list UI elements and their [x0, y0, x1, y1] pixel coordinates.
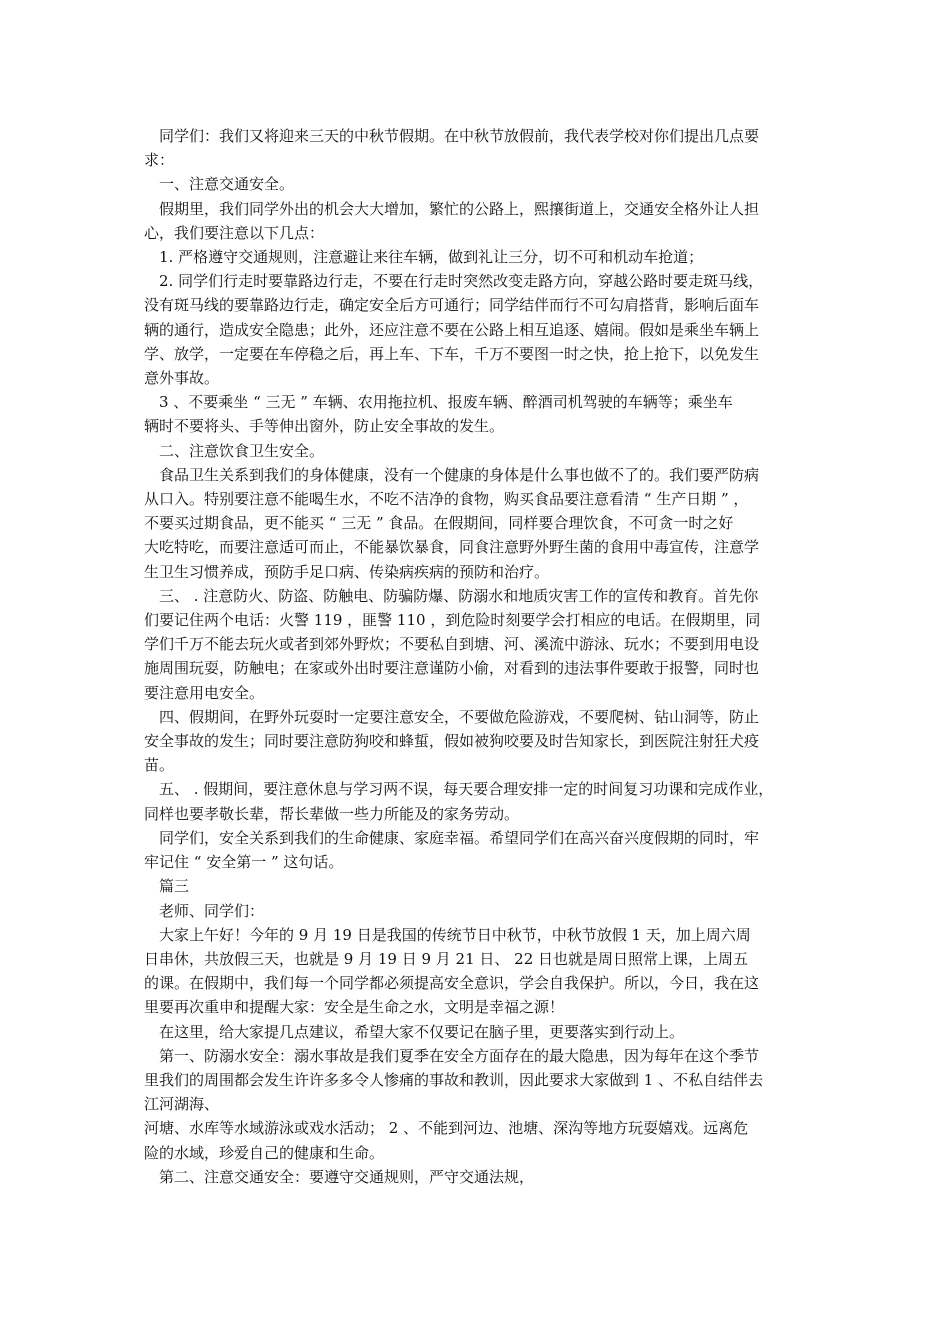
- text-line: 牢记住 “ 安全第一 ” 这句话。: [144, 853, 344, 872]
- text-line: 日串休，共放假三天，也就是 9 月 19 日 9 月 21 日、 22 日也就是周日照常上课，上周五: [144, 949, 749, 968]
- text-line: 安全事故的发生；同时要注意防狗咬和蜂蜇，假如被狗咬要及时告知家长，到医院注射狂犬疫: [144, 732, 760, 751]
- paragraph: [144, 197, 804, 245]
- paragraph: [144, 705, 804, 778]
- text-line: 同学们，安全关系到我们的生命健康、家庭幸福。希望同学们在高兴奋兴度假期的同时，牢: [144, 828, 760, 847]
- text-line: 的课。在假期中，我们每一个同学都必须提高安全意识，学会自我保护。所以，今日，我在这: [144, 974, 760, 993]
- text-line: 二、注意饮食卫生安全。: [144, 441, 325, 460]
- paragraph: [144, 439, 804, 463]
- paragraph: [144, 1165, 804, 1189]
- paragraph: [144, 826, 804, 874]
- paragraph: [144, 269, 804, 390]
- paragraph: [144, 923, 804, 1020]
- text-line: 从口入。特别要注意不能喝生水，不吃不洁净的食物，购买食品要注意看清 “ 生产日期 ” ，: [144, 490, 749, 509]
- text-line: 江河湖海、: [144, 1095, 220, 1114]
- text-line: 大家上午好！今年的 9 月 19 日是我国的传统节日中秋节，中秋节放假 1 天，加上周六周: [144, 925, 751, 944]
- text-line: 篇三: [144, 877, 190, 896]
- text-line: 河塘、水库等水域游泳或戏水活动； 2 、不能到河边、池塘、深沟等地方玩耍嬉戏。远离危: [144, 1119, 749, 1138]
- text-line: 施周围玩耍，防触电；在家或外出时要注意谨防小偷，对看到的违法事件要敢于报警，同时也: [144, 659, 760, 678]
- paragraph: [144, 899, 804, 923]
- text-line: 生卫生习惯养成，预防手足口病、传染病疾病的预防和治疗。: [144, 562, 550, 581]
- text-line: 心，我们要注意以下几点：: [144, 223, 325, 242]
- text-line: 里要再次重申和提醒大家：安全是生命之水，文明是幸福之源！: [144, 998, 565, 1017]
- paragraph: [144, 874, 804, 898]
- text-line: 没有斑马线的要靠路边行走，确定安全后方可通行；同学结伴而行不可勾肩搭背，影响后面车: [144, 296, 760, 315]
- text-line: 四、假期间，在野外玩耍时一定要注意安全，不要做危险游戏，不要爬树、钻山洞等，防止: [144, 707, 760, 726]
- paragraph: [144, 584, 804, 705]
- text-line: 大吃特吃，而要注意适可而止，不能暴饮暴食，同食注意野外野生菌的食用中毒宣传，注意学: [144, 538, 760, 557]
- text-line: 学们千万不能去玩火或者到郊外野炊；不要私自到塘、河、溪流中游泳、玩水；不要到用电设: [144, 635, 760, 654]
- paragraph: [144, 777, 804, 825]
- paragraph: [144, 390, 804, 438]
- text-line: 同样也要孝敬长辈，帮长辈做一些力所能及的家务劳动。: [144, 804, 520, 823]
- text-line: 里我们的周围都会发生许许多多令人惨痛的事故和教训，因此要求大家做到 1 、不私自结伴去: [144, 1070, 764, 1089]
- text-line: 们要记住两个电话：火警 119 ，匪警 110 ，到危险时刻要学会打相应的电话。在假期里，同: [144, 611, 761, 630]
- text-line: 不要买过期食品，更不能买 “ 三无 ” 食品。在假期间，同样要合理饮食，不可贪一时之好: [144, 514, 734, 533]
- text-line: 1. 严格遵守交通规则，注意避让来往车辆，做到礼让三分，切不可和机动车抢道；: [144, 248, 704, 267]
- text-line: 险的水域，珍爱自己的健康和生命。: [144, 1143, 385, 1162]
- paragraph: [144, 245, 804, 269]
- text-line: 三、 . 注意防火、防盗、防触电、防骗防爆、防溺水和地质灾害工作的宣传和教育。首先你: [144, 586, 759, 605]
- paragraph: [144, 124, 804, 172]
- text-line: 假期里，我们同学外出的机会大大增加，繁忙的公路上，熙攘街道上，交通安全格外让人担: [144, 199, 760, 218]
- text-line: 辆的通行，造成安全隐患；此外，还应注意不要在公路上相互追逐、嬉闹。假如是乘坐车辆上: [144, 320, 760, 339]
- text-line: 要注意用电安全。: [144, 683, 265, 702]
- text-line: 第二、注意交通安全：要遵守交通规则，严守交通法规，: [144, 1167, 535, 1186]
- document-body: [144, 124, 804, 1189]
- text-line: 五、 . 假期间，要注意休息与学习两不误，每天要合理安排一定的时间复习功课和完成作业，: [144, 780, 774, 799]
- paragraph: [144, 463, 804, 584]
- text-line: 食品卫生关系到我们的身体健康，没有一个健康的身体是什么事也做不了的。我们要严防病: [144, 465, 760, 484]
- text-line: 同学们：我们又将迎来三天的中秋节假期。在中秋节放假前，我代表学校对你们提出几点要: [144, 127, 760, 145]
- text-line: 学、放学，一定要在车停稳之后，再上车、下车，千万不要图一时之快，抢上抢下，以免发生: [144, 344, 760, 363]
- paragraph: [144, 1044, 804, 1117]
- text-line: 3 、不要乘坐 “ 三无 ” 车辆、农用拖拉机、报废车辆、醉酒司机驾驶的车辆等；乘坐车: [144, 393, 733, 412]
- text-line: 意外事故。: [144, 369, 220, 388]
- text-line: 2. 同学们行走时要靠路边行走，不要在行走时突然改变走路方向，穿越公路时要走斑马线，: [144, 272, 764, 291]
- text-line: 老师、同学们：: [144, 901, 265, 920]
- paragraph: [144, 1020, 804, 1044]
- text-line: 求：: [144, 151, 175, 170]
- text-line: 苗。: [144, 756, 175, 775]
- text-line: 一、注意交通安全。: [144, 175, 295, 194]
- text-line: 辆时不要将头、手等伸出窗外，防止安全事故的发生。: [144, 417, 505, 436]
- text-line: 在这里，给大家提几点建议，希望大家不仅要记在脑子里，更要落实到行动上。: [144, 1022, 685, 1041]
- paragraph: [144, 172, 804, 196]
- paragraph: [144, 1116, 804, 1164]
- text-line: 第一、防溺水安全：溺水事故是我们夏季在安全方面存在的最大隐患，因为每年在这个季节: [144, 1046, 760, 1065]
